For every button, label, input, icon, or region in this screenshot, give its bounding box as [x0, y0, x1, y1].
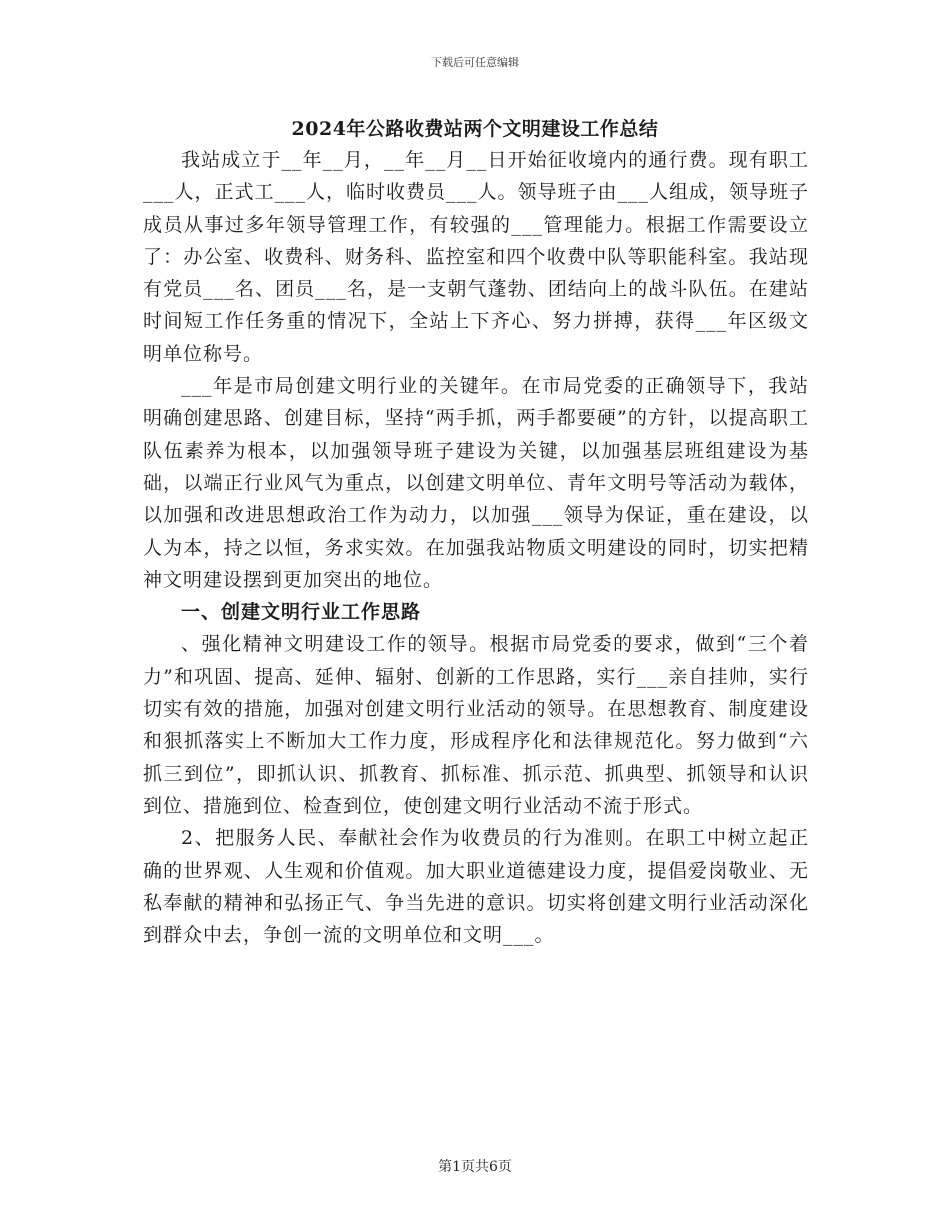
document-body [143, 144, 809, 951]
section-paragraph: 、强化精神文明建设工作的领导。根据市局党委的要求，做到“三个着力”和巩固、提高、延伸、辐射、创新的工作思路，实行___亲自挂帅，实行切实有效的措施，加强对创建文明行业活动的领导。在思想教育、制度建设和狠抓落实上不断加大工作力度，形成程序化和法律规范化。努力做到“六抓三到位”，即抓认识、抓教育、抓标准、抓示范、抓典型、抓领导和认识到位、措施到位、检查到位，使创建文明行业活动不流于形式。 [143, 633, 809, 817]
header-note: 下载后可任意编辑 [431, 56, 519, 69]
document-title: 2024年公路收费站两个文明建设工作总结 [291, 118, 659, 140]
section-heading: 一、创建文明行业工作思路 [181, 601, 422, 624]
intro-paragraph: 我站成立于__年__月，__年__月__日开始征收境内的通行费。现有职工___人，正式工___人，临时收费员___人。领导班子由___人组成，领导班子成员从事过多年领导管理工作，有较强的___管理能力。根据工作需要设立了：办公室、收费科、财务科、监控室和四个收费中队等职能科室。我站现有党员___名、团员___名，是一支朝气蓬勃、团结向上的战斗队伍。在建站时间短工作任务重的情况下，全站上下齐心、努力拼搏，获得___年区级文明单位称号。 [143, 149, 810, 365]
overview-paragraph: ___年是市局创建文明行业的关键年。在市局党委的正确领导下，我站明确创建思路、创建目标，坚持“两手抓，两手都要硬”的方针，以提高职工队伍素养为根本，以加强领导班子建设为关键，以加强基层班组建设为基础，以端正行业风气为重点，以创建文明单位、青年文明号等活动为载体，以加强和改进思想政治工作为动力，以加强___领导为保证，重在建设，以人为本，持之以恒，务求实效。在加强我站物质文明建设的同时，切实把精神文明建设摆到更加突出的地位。 [143, 375, 809, 591]
section-paragraph: 2、把服务人民、奉献社会作为收费员的行为准则。在职工中树立起正确的世界观、人生观和价值观。加大职业道德建设力度，提倡爱岗敬业、无私奉献的精神和弘扬正气、争当先进的意识。切实将创建文明行业活动深化到群众中去，争创一流的文明单位和文明___。 [143, 827, 809, 947]
page-footer: 第1页共6页 [438, 1159, 512, 1175]
